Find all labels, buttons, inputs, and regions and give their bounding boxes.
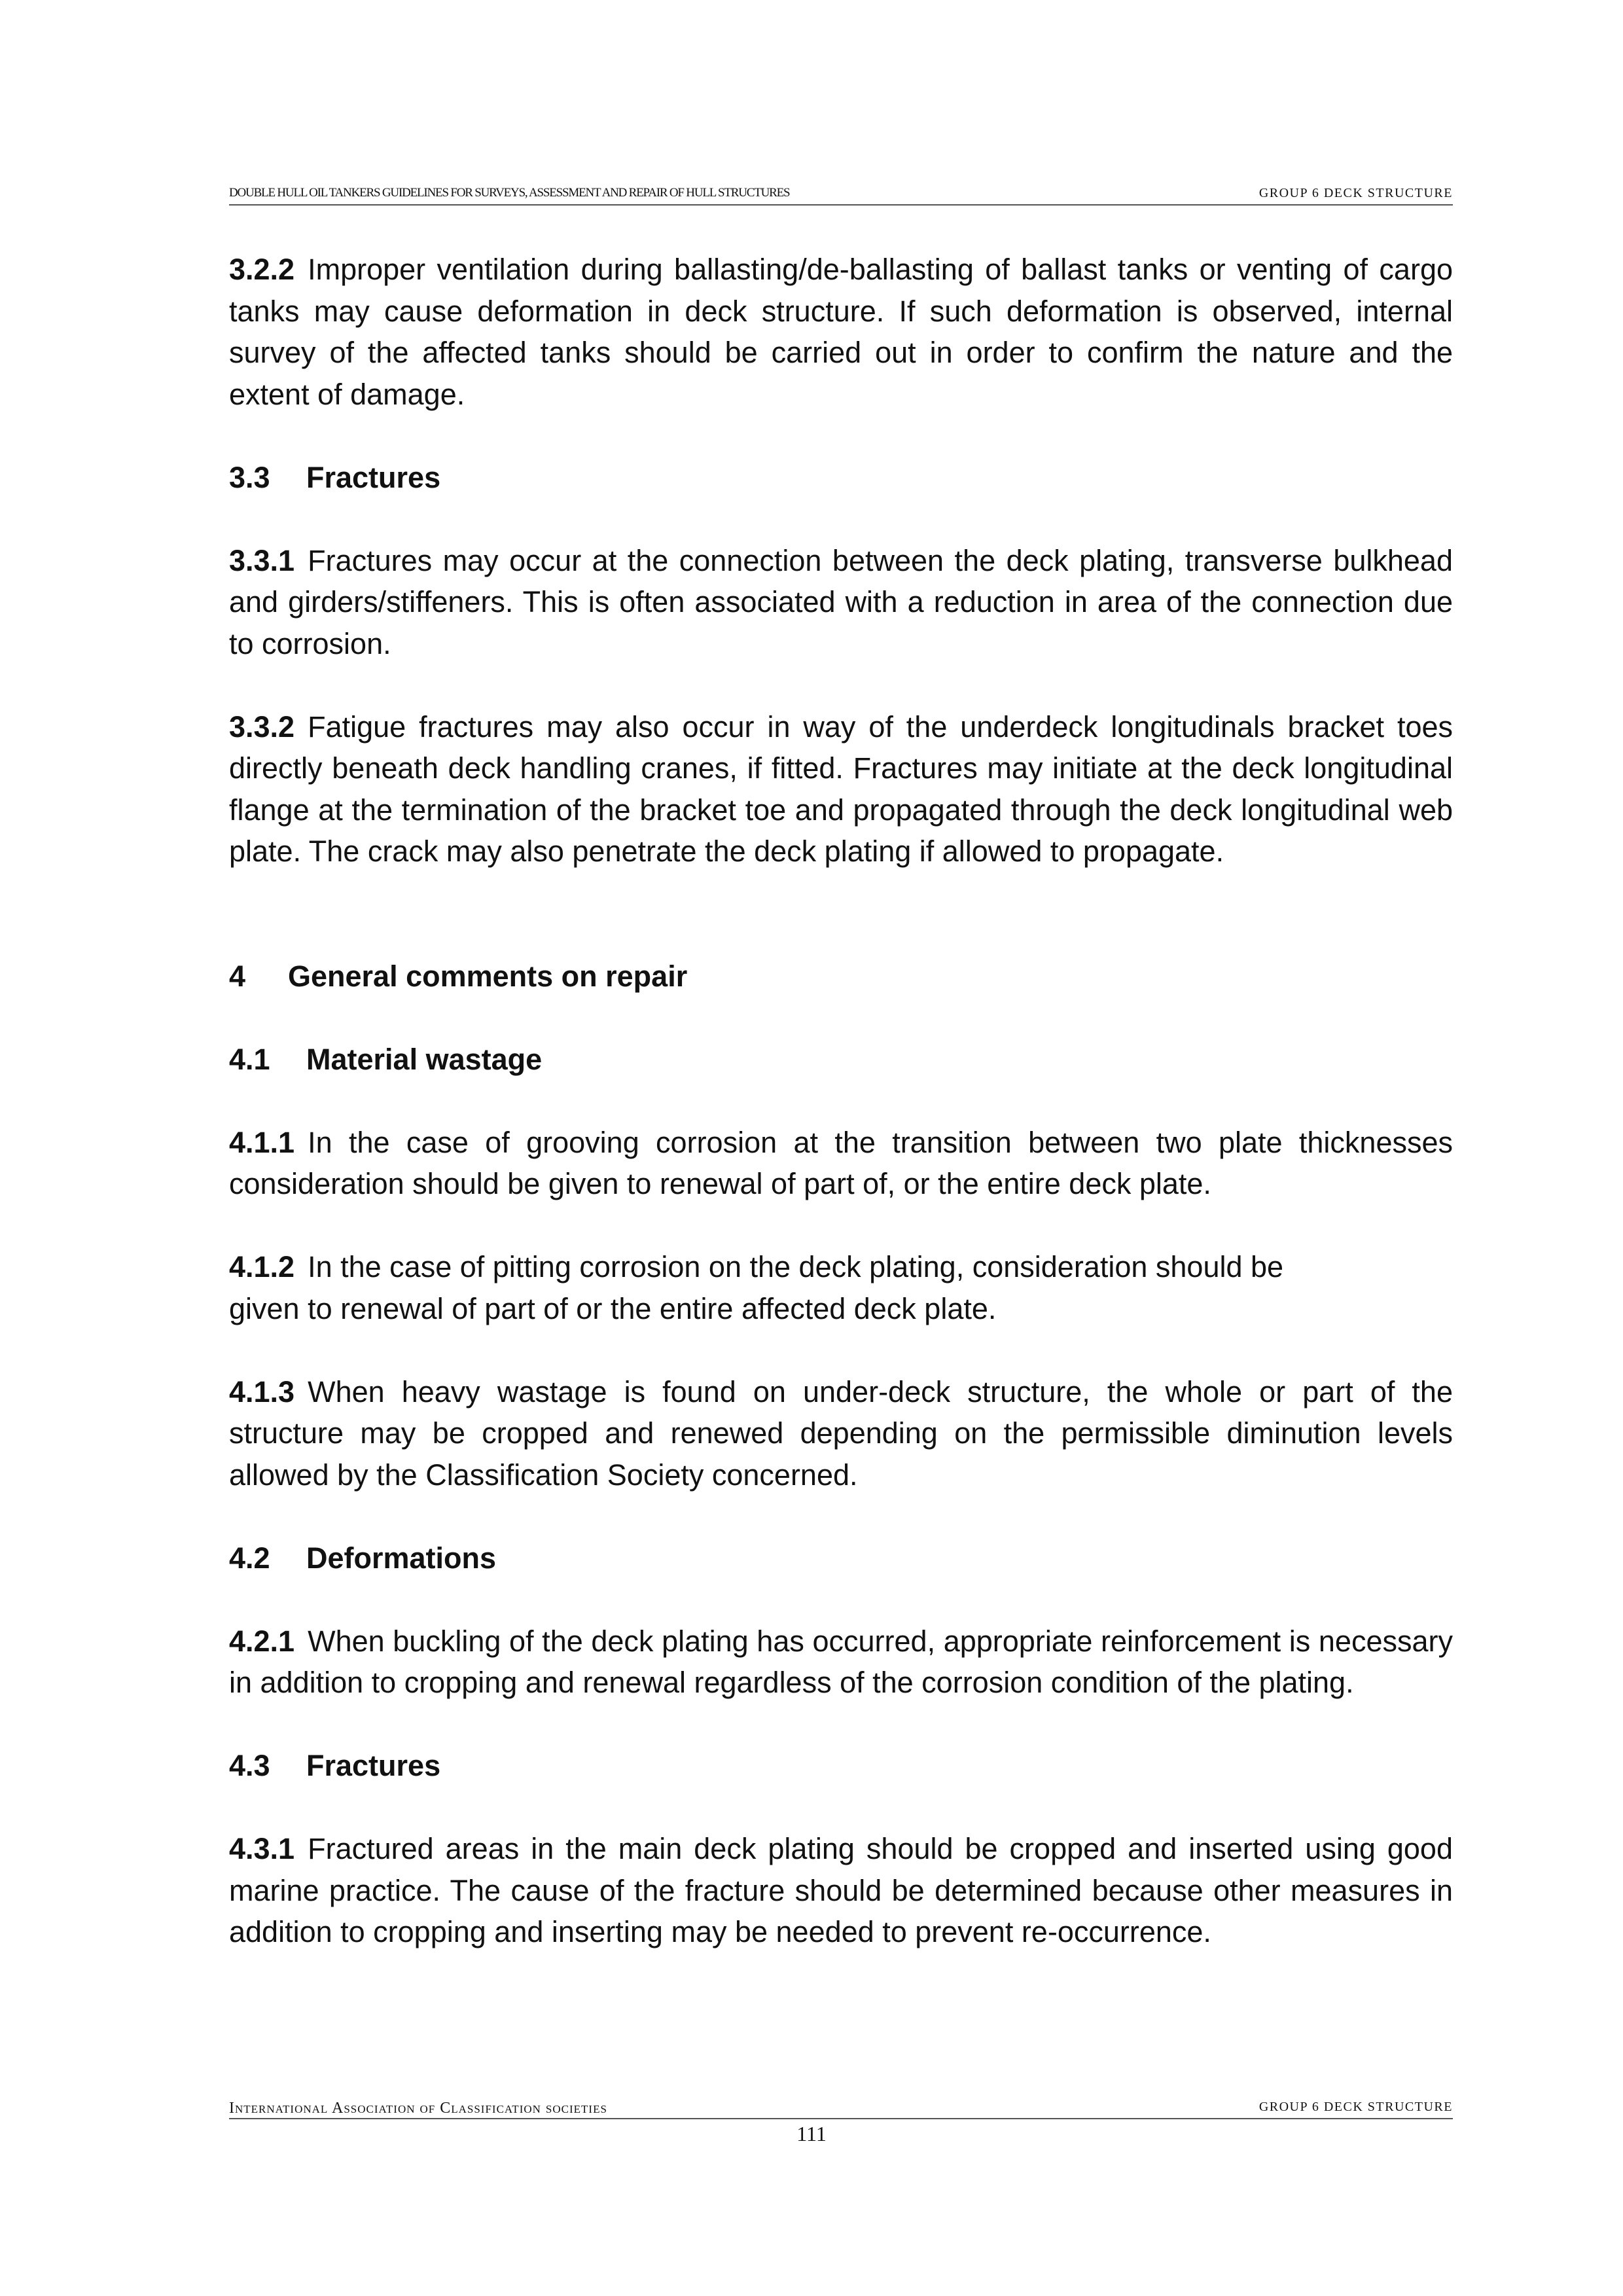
paragraph-number: 4.1.1 <box>229 1125 295 1159</box>
page-body <box>229 249 1453 1994</box>
page-footer <box>229 2100 1453 2119</box>
paragraph-number: 4.3.1 <box>229 1832 295 1865</box>
heading-number: 4 <box>229 959 246 993</box>
heading-number: 3.3 <box>229 460 270 494</box>
heading-number: 4.2 <box>229 1541 270 1575</box>
paragraph-number: 4.1.3 <box>229 1374 295 1408</box>
paragraph-text: When buckling of the deck plating has occurred, appropriate reinforcement is necessary in addition to cropping and renewal regardless of the corrosion condition of the plating. <box>229 1624 1453 1699</box>
paragraph-4-3-1 <box>229 1828 1453 1953</box>
page-header <box>229 186 1453 206</box>
heading-number: 4.3 <box>229 1749 270 1782</box>
paragraph-4-1-3 <box>229 1371 1453 1496</box>
paragraph-number: 4.1.2 <box>229 1250 295 1283</box>
heading-4-3 <box>229 1745 1453 1787</box>
paragraph-text: Fractured areas in the main deck plating should be cropped and inserted using good marine practice. The cause of the fracture should be determined because other measures in addition to cropping and inserting may be needed to prevent re-occurrence. <box>229 1832 1453 1948</box>
paragraph-4-1-1 <box>229 1122 1453 1205</box>
footer-section-title: GROUP 6 DECK STRUCTURE <box>1258 2100 1453 2114</box>
section-spacer <box>229 914 1453 956</box>
paragraph-text: When heavy wastage is found on under-deck structure, the whole or part of the structure may be cropped and renewed depending on the permissible diminution levels allowed by the Classification Society concerned. <box>229 1374 1453 1492</box>
paragraph-text: Improper ventilation during ballasting/de-ballasting of ballast tanks or venting of cargo tanks may cause deformation in deck structure. If such deformation is observed, internal survey of the affected tanks should be carried out in order to confirm the nature and the extent of damage. <box>229 253 1453 411</box>
paragraph-text-line-2: given to renewal of part of or the entire affected deck plate. <box>229 1291 997 1325</box>
paragraph-4-1-2 <box>229 1246 1453 1329</box>
paragraph-number: 3.3.2 <box>229 709 295 744</box>
paragraph-number: 3.2.2 <box>229 253 295 286</box>
footer-organization: International Association of Classification societies <box>229 2100 607 2117</box>
paragraph-text: Fractures may occur at the connection between the deck plating, transverse bulkhead and girders/stiffeners. This is often associated with a reduction in area of the connection due to corrosion. <box>229 543 1453 660</box>
page-number: 111 <box>796 2122 827 2145</box>
paragraph-3-3-1 <box>229 540 1453 665</box>
heading-title: Deformations <box>306 1541 497 1575</box>
heading-title: General comments on repair <box>288 959 688 993</box>
header-document-title: DOUBLE HULL OIL TANKERS GUIDELINES FOR SURVEYS, ASSESSMENT AND REPAIR OF HULL STRUCTURES <box>229 186 790 200</box>
paragraph-number: 4.2.1 <box>229 1624 295 1658</box>
paragraph-text: In the case of grooving corrosion at the transition between two plate thicknesses consideration should be given to renewal of part of, or the entire deck plate. <box>229 1125 1453 1200</box>
heading-title: Fractures <box>306 1749 441 1782</box>
paragraph-3-3-2 <box>229 706 1453 872</box>
heading-title: Material wastage <box>306 1042 543 1076</box>
paragraph-number: 3.3.1 <box>229 543 295 577</box>
paragraph-text-line-1: In the case of pitting corrosion on the deck plating, consideration should be <box>308 1250 1284 1283</box>
heading-number: 4.1 <box>229 1042 270 1076</box>
heading-title: Fractures <box>306 460 441 494</box>
paragraph-3-2-2 <box>229 249 1453 415</box>
heading-4-1 <box>229 1039 1453 1081</box>
header-section-title: GROUP 6 DECK STRUCTURE <box>1258 186 1453 200</box>
paragraph-text: Fatigue fractures may also occur in way of the underdeck longitudinals bracket toes directly beneath deck handling cranes, if fitted. Fractures may initiate at the deck longitudinal flange at the termination of the bracket toe and propagated through the deck longitudinal web plate. The crack may also penetrate the deck plating if allowed to propagate. <box>229 709 1453 868</box>
heading-3-3 <box>229 457 1453 499</box>
heading-4-2 <box>229 1537 1453 1579</box>
heading-4 <box>229 956 1453 997</box>
paragraph-4-2-1 <box>229 1621 1453 1704</box>
